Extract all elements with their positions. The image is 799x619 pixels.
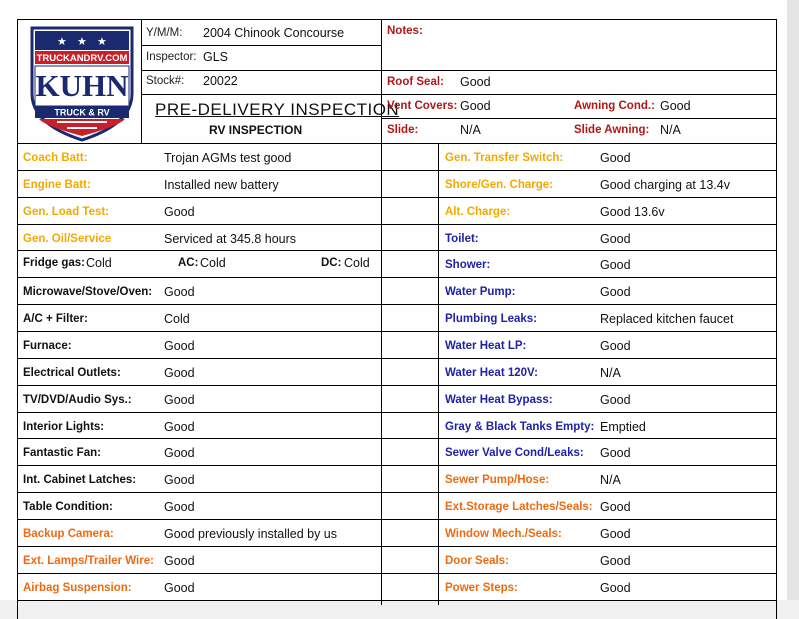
logo-site-text: TRUCKANDRV.COM (36, 53, 128, 64)
right-row-value: Good (600, 339, 631, 353)
fridge-gas-label: Fridge gas: (23, 257, 85, 269)
right-row-value: Good 13.6v (600, 204, 665, 219)
row-divider (17, 197, 777, 198)
left-row-label: Ext. Lamps/Trailer Wire: (23, 554, 154, 567)
left-row-value: Good (164, 553, 195, 568)
slide-label: Slide: (387, 124, 419, 136)
svg-text:★: ★ (77, 35, 87, 48)
right-row-label: Shower: (445, 259, 491, 272)
left-row-label: Engine Batt: (23, 178, 91, 191)
left-row-value: Cold (164, 312, 190, 327)
awning-value: Good (660, 99, 691, 113)
left-row-value: Good (164, 339, 195, 353)
left-row-value: Good (164, 285, 195, 300)
row-divider (17, 358, 777, 359)
left-row-label: Fantastic Fan: (23, 447, 101, 460)
left-row-value: Good (164, 446, 195, 461)
inspector-value: GLS (203, 50, 229, 64)
left-row-label: Interior Lights: (23, 420, 105, 433)
row-divider (17, 492, 777, 493)
right-row-value: Good (600, 258, 631, 273)
row-divider (17, 170, 777, 171)
left-row-value: Good (164, 419, 195, 434)
page-edge-shadow (787, 0, 799, 600)
right-row-value: Good (600, 500, 631, 515)
right-row-label: Door Seals: (445, 554, 509, 567)
stock-label: Stock#: (146, 75, 185, 87)
left-row-label: Electrical Outlets: (23, 366, 121, 379)
left-row-label: Table Condition: (23, 501, 113, 514)
right-row-label: Water Pump: (445, 286, 516, 299)
logo-name-text: KUHN (35, 68, 129, 103)
right-row-value: Good (600, 580, 631, 595)
right-row-value: Replaced kitchen faucet (600, 312, 734, 327)
right-row-label: Sewer Valve Cond/Leaks: (445, 447, 584, 460)
fridge-ac-label: AC: (178, 257, 199, 269)
roof-seal-label: Roof Seal: (387, 76, 444, 88)
right-row-label: Toilet: (445, 232, 479, 245)
right-row-value: Emptied (600, 419, 646, 434)
right-row-value: Good (600, 285, 631, 300)
left-row-value: Good (164, 473, 195, 488)
row-divider (17, 277, 777, 278)
right-row-value: Good (600, 526, 631, 541)
slide-value: N/A (460, 123, 481, 137)
left-row-value: Good (164, 500, 195, 515)
right-row-label: Water Heat Bypass: (445, 393, 553, 406)
vent-covers-label: Vent Covers: (387, 100, 458, 112)
left-row-value: Serviced at 345.8 hours (164, 231, 297, 246)
page-subtitle: RV INSPECTION (209, 123, 303, 137)
fridge-gas-value: Cold (86, 256, 112, 270)
row-divider (17, 412, 777, 413)
svg-text:★: ★ (97, 35, 107, 48)
row-divider (17, 331, 777, 332)
row-divider (17, 224, 777, 225)
right-row-label: Water Heat 120V: (445, 366, 538, 379)
ymm-label: Y/M/M: (146, 27, 183, 39)
right-row-label: Shore/Gen. Charge: (445, 178, 553, 191)
left-row-value: Good (164, 365, 195, 380)
right-row-label: Sewer Pump/Hose: (445, 474, 550, 487)
right-row-label: Alt. Charge: (445, 205, 511, 218)
right-row-label: Window Mech./Seals: (445, 527, 562, 540)
right-row-label: Power Steps: (445, 581, 518, 594)
fridge-dc-value: Cold (344, 256, 370, 270)
right-row-label: Water Heat LP: (445, 340, 527, 352)
left-row-label: Int. Cabinet Latches: (23, 474, 137, 487)
left-row-label: Backup Camera: (23, 527, 114, 540)
slide-awning-label: Slide Awning: (574, 124, 650, 136)
left-row-value: Good (164, 392, 195, 407)
row-divider (17, 250, 777, 251)
awning-label: Awning Cond.: (574, 100, 655, 112)
ymm-value: 2004 Chinook Concourse (203, 26, 345, 40)
right-row-label: Gray & Black Tanks Empty: (445, 420, 595, 433)
fridge-dc-label: DC: (321, 257, 342, 269)
right-row-value: Good charging at 13.4v (600, 177, 730, 192)
fridge-ac-value: Cold (200, 256, 226, 270)
stock-value: 20022 (203, 74, 238, 88)
inspector-label: Inspector: (146, 51, 197, 63)
logo-tagline-text: TRUCK & RV (54, 107, 110, 118)
row-divider (17, 385, 777, 386)
notes-label: Notes: (387, 25, 423, 37)
left-row-label: Airbag Suspension: (23, 581, 132, 594)
right-row-value: N/A (600, 365, 621, 380)
left-row-value: Good previously installed by us (164, 526, 338, 541)
svg-text:★: ★ (57, 35, 67, 48)
vent-covers-value: Good (460, 99, 491, 113)
right-row-value: N/A (600, 473, 621, 488)
row-divider (17, 438, 777, 439)
left-row-label: A/C + Filter: (23, 313, 88, 326)
right-row-value: Good (600, 446, 631, 461)
right-row-value: Good (600, 151, 631, 165)
right-row-value: Good (600, 553, 631, 568)
roof-seal-value: Good (460, 75, 491, 89)
kuhn-logo (27, 24, 137, 142)
left-row-label: Furnace: (23, 340, 72, 352)
left-row-value: Installed new battery (164, 177, 279, 192)
row-divider (17, 465, 777, 466)
left-row-value: Trojan AGMs test good (164, 151, 292, 165)
left-row-value: Good (164, 580, 195, 595)
row-divider (17, 573, 777, 574)
left-row-value: Good (164, 204, 195, 219)
right-row-label: Plumbing Leaks: (445, 313, 538, 326)
left-row-label: Gen. Load Test: (23, 205, 110, 218)
left-row-label: Coach Batt: (23, 152, 88, 164)
right-row-label: Ext.Storage Latches/Seals: (445, 501, 593, 514)
row-divider (17, 546, 777, 547)
row-divider (17, 304, 777, 305)
left-row-label: TV/DVD/Audio Sys.: (23, 393, 132, 406)
right-row-label: Gen. Transfer Switch: (445, 152, 564, 164)
page-title: PRE-DELIVERY INSPECTION (155, 100, 400, 119)
right-row-value: Good (600, 231, 631, 246)
left-row-label: Microwave/Stove/Oven: (23, 286, 153, 299)
slide-awning-value: N/A (660, 123, 681, 137)
left-row-label: Gen. Oil/Service (23, 232, 112, 245)
row-divider (17, 519, 777, 520)
right-row-value: Good (600, 392, 631, 407)
